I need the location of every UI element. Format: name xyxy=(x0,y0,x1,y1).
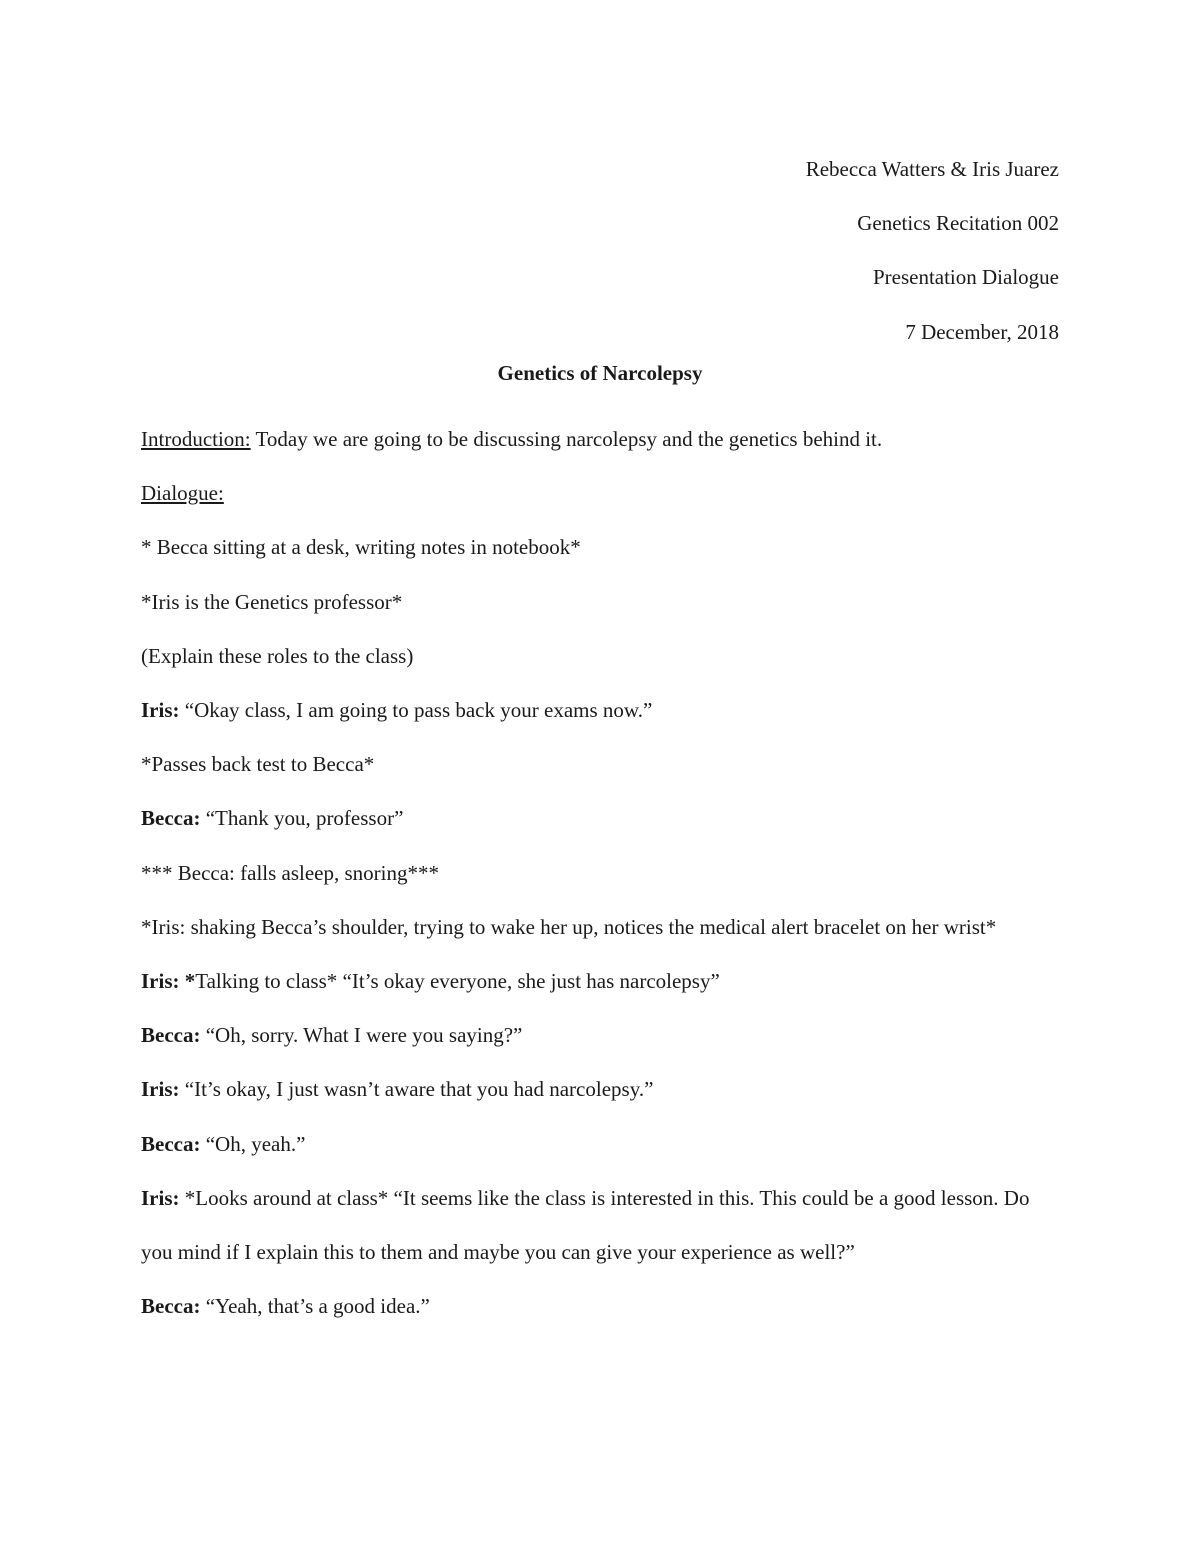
dialogue-text: *Looks around at class* “It seems like the class is interested in this. This could be a good lesson. Do you mind if I explain this to them and maybe you can give your experience as well?” xyxy=(141,1185,1030,1265)
dialogue-text: Talking to class* “It’s okay everyone, she just has narcolepsy” xyxy=(195,969,720,994)
introduction-paragraph xyxy=(141,412,1061,466)
dialogue-speaker: Iris: * xyxy=(141,969,196,994)
dialogue-text: “Thank you, professor” xyxy=(200,806,404,831)
introduction-label: Introduction: xyxy=(141,427,251,451)
dialogue-text: “Okay class, I am going to pass back your exams now.” xyxy=(179,698,653,723)
dialogue-speaker: Iris: xyxy=(141,1077,180,1102)
dialogue-line xyxy=(141,791,1061,845)
dialogue-text: “Oh, sorry. What I were you saying?” xyxy=(200,1023,523,1048)
author-names: Rebecca Watters & Iris Juarez xyxy=(805,157,1059,181)
dialogue-text: *Iris: shaking Becca’s shoulder, trying to wake her up, notices the medical alert bracelet on her wrist* xyxy=(141,914,997,939)
dialogue-speaker: Becca: xyxy=(141,806,201,831)
dialogue-text: *Passes back test to Becca* xyxy=(141,752,375,777)
dialogue-line xyxy=(141,1062,1061,1116)
dialogue-line xyxy=(141,1171,1061,1279)
dialogue-line xyxy=(141,737,1061,791)
dialogue-line xyxy=(141,683,1061,737)
dialogue-text: (Explain these roles to the class) xyxy=(141,643,414,668)
document-date: 7 December, 2018 xyxy=(905,319,1059,344)
dialogue-text: “It’s okay, I just wasn’t aware that you had narcolepsy.” xyxy=(179,1077,654,1102)
dialogue-text: “Yeah, that’s a good idea.” xyxy=(200,1294,430,1319)
assignment-name: Presentation Dialogue xyxy=(872,265,1059,290)
course-name: Genetics Recitation 002 xyxy=(857,211,1059,236)
dialogue-text: *** Becca: falls asleep, snoring*** xyxy=(141,860,439,885)
dialogue-line xyxy=(141,1117,1061,1171)
dialogue-text: “Oh, yeah.” xyxy=(200,1131,306,1156)
dialogue-line xyxy=(141,1008,1061,1062)
dialogue-speaker: Iris: xyxy=(141,698,180,723)
document-body xyxy=(141,412,1061,1333)
dialogue-speaker: Iris: xyxy=(141,1185,180,1210)
dialogue-line xyxy=(141,520,1061,574)
dialogue-speaker: Becca: xyxy=(141,1294,201,1319)
dialogue-line xyxy=(141,900,1061,954)
dialogue-text: *Iris is the Genetics professor* xyxy=(141,589,403,614)
dialogue-line xyxy=(141,575,1061,629)
document-header xyxy=(806,142,1059,359)
dialogue-speaker: Becca: xyxy=(141,1023,201,1048)
dialogue-line xyxy=(141,954,1061,1008)
dialogue-line xyxy=(141,846,1061,900)
introduction-text: Today we are going to be discussing narcolepsy and the genetics behind it. xyxy=(250,427,883,451)
dialogue-heading xyxy=(141,466,1061,520)
dialogue-speaker: Becca: xyxy=(141,1131,201,1156)
dialogue-line xyxy=(141,1279,1061,1333)
dialogue-label: Dialogue: xyxy=(141,481,224,506)
dialogue-line xyxy=(141,629,1061,683)
dialogue-text: * Becca sitting at a desk, writing notes in notebook* xyxy=(141,535,581,560)
document-title: Genetics of Narcolepsy xyxy=(497,361,703,385)
